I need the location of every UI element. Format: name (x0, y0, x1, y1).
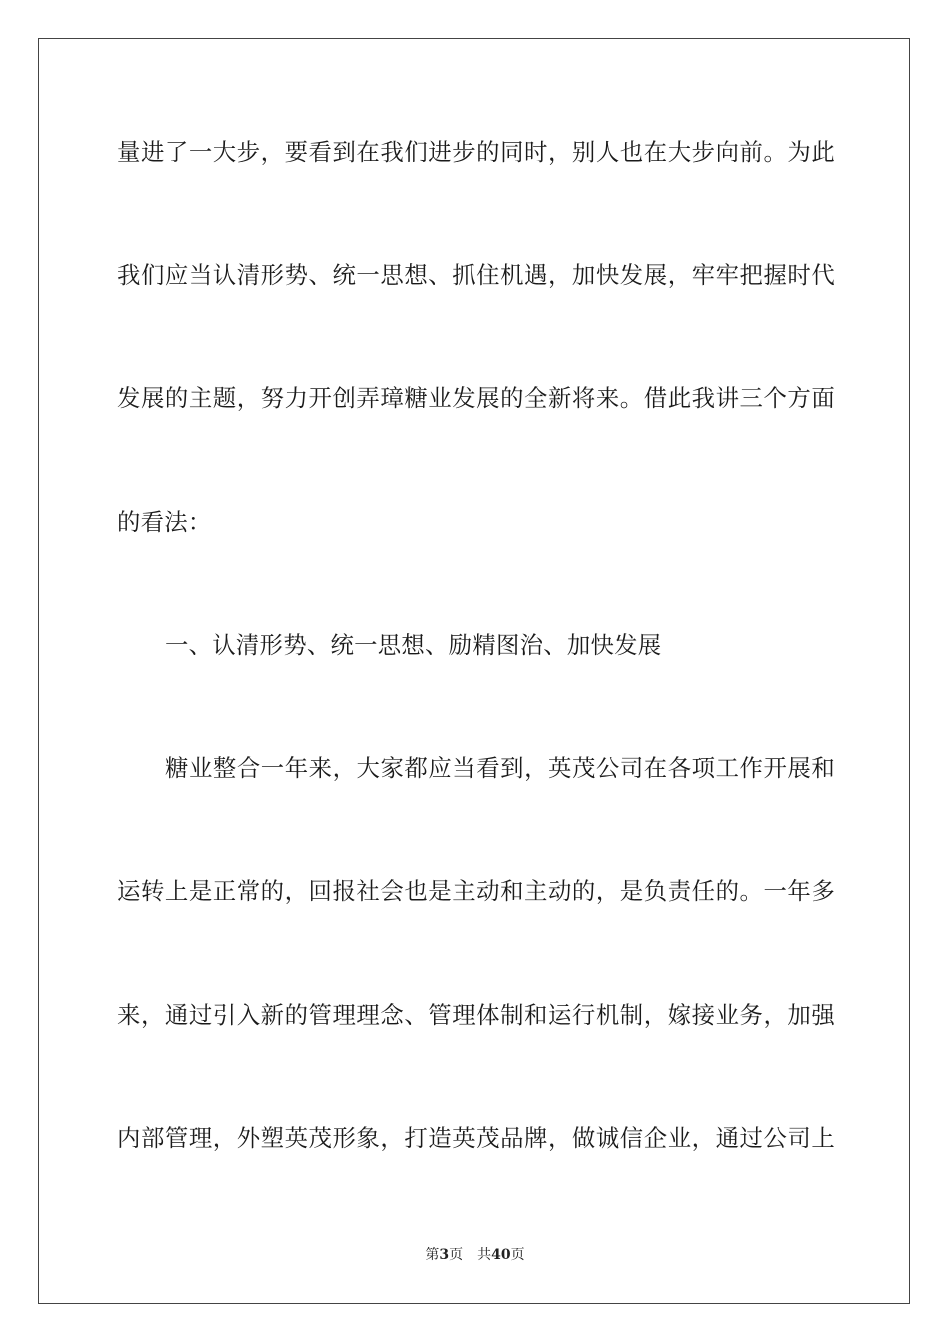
page-number: 3 (439, 1247, 450, 1263)
page-suffix: 页 (449, 1247, 464, 1263)
body-line-7: 运转上是正常的，回报社会也是主动和主动的，是负责任的。一年多 (117, 877, 835, 905)
page-frame (38, 38, 910, 1304)
total-suffix: 页 (510, 1247, 525, 1263)
body-line-2: 我们应当认清形势、统一思想、抓住机遇，加快发展，牢牢把握时代 (117, 261, 835, 289)
page-prefix: 第 (425, 1247, 440, 1263)
section-heading: 一、认清形势、统一思想、励精图治、加快发展 (165, 631, 662, 659)
total-pages: 40 (491, 1247, 511, 1263)
body-line-4: 的看法： (117, 508, 212, 536)
body-line-1: 量进了一大步，要看到在我们进步的同时，别人也在大步向前。为此 (117, 138, 835, 166)
body-line-8: 来，通过引入新的管理理念、管理体制和运行机制，嫁接业务，加强 (117, 1001, 835, 1029)
total-prefix: 共 (477, 1247, 492, 1263)
body-line-3: 发展的主题，努力开创弄璋糖业发展的全新将来。借此我讲三个方面 (117, 384, 835, 412)
page-footer (0, 1245, 950, 1265)
body-line-9: 内部管理，外塑英茂形象，打造英茂品牌，做诚信企业，通过公司上 (117, 1124, 835, 1152)
body-line-6: 糖业整合一年来，大家都应当看到，英茂公司在各项工作开展和 (165, 754, 835, 782)
